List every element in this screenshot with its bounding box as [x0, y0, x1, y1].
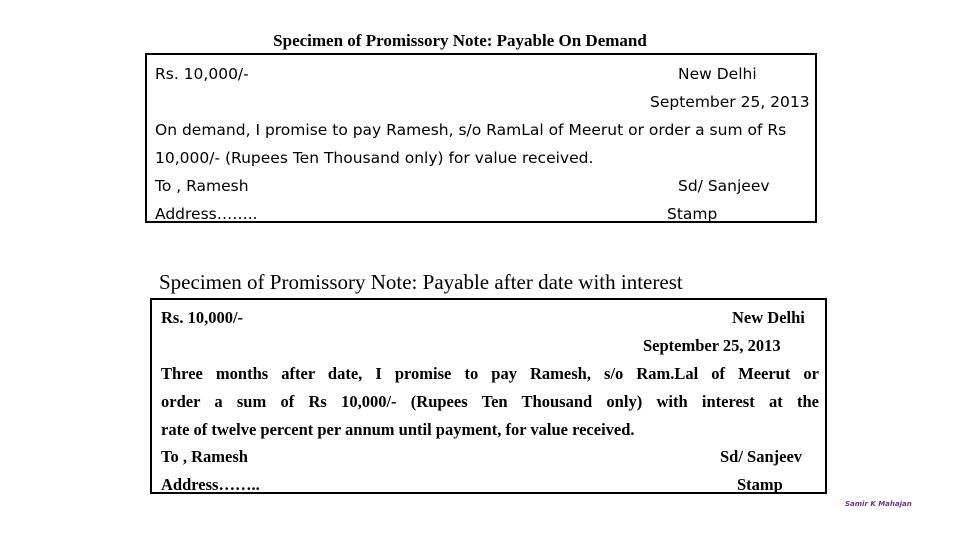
note1-body-line1: On demand, I promise to pay Ramesh, s/o RamLal of Meerut or order a sum of Rs — [155, 121, 787, 139]
note2-body-line1: Three months after date, I promise to pay Ramesh, s/o Ram.Lal of Meerut or — [161, 364, 819, 383]
author-signature: Samir K Mahajan — [845, 500, 912, 508]
note2-body-line3: rate of twelve percent per annum until payment, for value received. — [161, 420, 635, 439]
note1-to: To , Ramesh — [155, 177, 249, 195]
note2-signed: Sd/ Sanjeev — [720, 447, 803, 466]
note2-place: New Delhi — [732, 308, 805, 327]
note2-stamp: Stamp — [737, 475, 783, 494]
note1-date: September 25, 2013 — [650, 93, 810, 111]
note2-body-line2: order a sum of Rs 10,000/- (Rupees Ten Thousand only) with interest at the — [161, 392, 819, 411]
note1-box — [145, 53, 817, 223]
note1-stamp: Stamp — [667, 205, 718, 223]
note2-address: Address…….. — [161, 475, 260, 494]
note2-title: Specimen of Promissory Note: Payable after date with interest — [159, 270, 683, 294]
note2-box — [150, 298, 827, 494]
note1-body-line2: 10,000/- (Rupees Ten Thousand only) for value received. — [155, 149, 594, 167]
note1-address: Address…….. — [155, 205, 258, 223]
note2-amount: Rs. 10,000/- — [161, 308, 244, 327]
note2-to: To , Ramesh — [161, 447, 248, 466]
note1-amount: Rs. 10,000/- — [155, 65, 249, 83]
note1-title: Specimen of Promissory Note: Payable On Demand — [273, 31, 647, 50]
note1-signed: Sd/ Sanjeev — [678, 177, 770, 195]
note1-place: New Delhi — [678, 65, 757, 83]
note2-date: September 25, 2013 — [643, 336, 781, 355]
